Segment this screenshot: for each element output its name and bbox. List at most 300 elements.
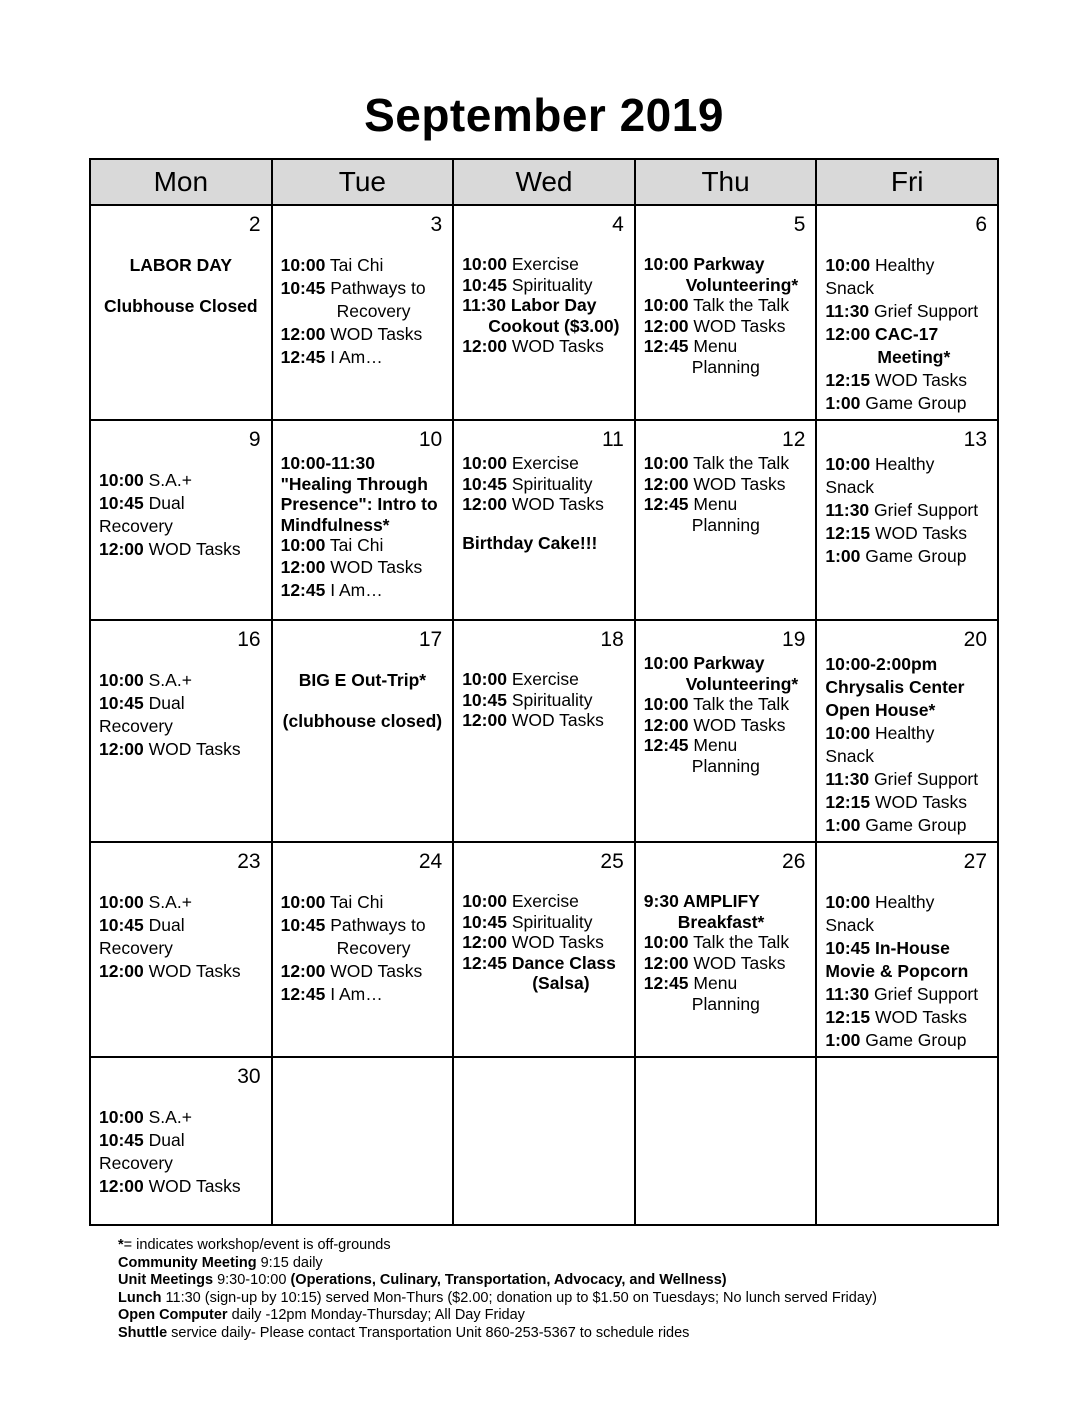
- day-number: 13: [963, 428, 987, 451]
- event-title: Breakfast*: [677, 911, 765, 932]
- day-number: 24: [418, 850, 443, 873]
- event-title: WOD Tasks: [870, 1007, 968, 1027]
- event-line: [462, 710, 626, 731]
- event-line: [644, 953, 808, 974]
- day-content: [636, 1058, 816, 1068]
- event-time: 12:45: [280, 347, 326, 367]
- calendar-day-cell: [90, 842, 272, 1057]
- event-title: Grief Support: [869, 769, 979, 789]
- calendar-week-row: [90, 842, 998, 1057]
- event-title: Talk the Talk: [688, 694, 790, 714]
- event-line: [99, 492, 263, 515]
- event-title: Spirituality: [506, 911, 593, 932]
- calendar-day-cell: [272, 1057, 454, 1225]
- page-title: September 2019: [364, 89, 724, 141]
- event-time: 11:30: [825, 500, 870, 520]
- event-line: [825, 300, 989, 323]
- event-time: 10:45: [462, 689, 507, 710]
- event-line: [99, 669, 263, 692]
- event-line: [281, 300, 445, 323]
- event-line: [825, 745, 989, 768]
- event-line: [281, 891, 445, 914]
- day-number: 12: [782, 428, 806, 451]
- event-line: [644, 357, 808, 378]
- event-line: [462, 932, 626, 953]
- day-content: [454, 421, 634, 557]
- event-line: [99, 715, 263, 738]
- event-time: 12:00: [643, 315, 689, 336]
- event-time: 12:00: [462, 932, 507, 952]
- calendar-day-cell: [90, 620, 272, 842]
- event-title: Recovery: [99, 938, 173, 958]
- event-time: 10:00: [99, 470, 144, 490]
- event-line: [825, 768, 989, 791]
- event-line: [281, 453, 445, 474]
- event-time: 12:00: [99, 961, 144, 981]
- event-title: Healthy: [870, 454, 935, 474]
- event-time: 10:45: [462, 274, 507, 295]
- event-line: [825, 254, 989, 277]
- event-title: S.A.+: [143, 1107, 192, 1127]
- event-title: In-House: [870, 938, 950, 958]
- day-content: [817, 621, 997, 841]
- event-time: 12:00: [280, 961, 326, 981]
- event-time: 12:45: [462, 952, 507, 973]
- event-line: [99, 254, 263, 277]
- note-text: 9:30-10:00: [213, 1272, 291, 1288]
- day-content: [273, 206, 453, 373]
- day-content: [91, 843, 271, 987]
- event-title: Pathways to: [325, 278, 426, 298]
- calendar-day-cell: [635, 620, 817, 842]
- event-line: [462, 953, 626, 974]
- event-title: WOD Tasks: [870, 523, 968, 543]
- event-line: [825, 522, 989, 545]
- event-line: [462, 453, 626, 474]
- calendar-day-cell: [90, 1057, 272, 1225]
- event-line: [825, 346, 989, 369]
- event-title: Snack: [825, 278, 875, 298]
- event-line: [644, 674, 808, 695]
- event-title: Spirituality: [506, 689, 593, 710]
- event-line: [462, 275, 626, 296]
- calendar-day-cell: [272, 842, 454, 1057]
- event-time: 1:00: [825, 1030, 861, 1050]
- event-line: [644, 453, 808, 474]
- event-line: [825, 653, 989, 676]
- day-number: 16: [237, 628, 261, 651]
- day-content: [91, 421, 271, 565]
- event-title: Planning: [691, 514, 760, 535]
- event-title: S.A.+: [143, 892, 192, 912]
- event-title: Planning: [691, 755, 760, 776]
- event-title: Talk the Talk: [688, 295, 790, 315]
- event-time: 12:00: [99, 739, 144, 759]
- event-title: WOD Tasks: [688, 315, 786, 336]
- event-title: Tai Chi: [325, 255, 384, 275]
- event-time: 12:00: [280, 324, 326, 344]
- legend-notes: [118, 1237, 877, 1342]
- event-title: Movie & Popcorn: [825, 961, 969, 981]
- event-title: Menu: [688, 336, 738, 356]
- event-title: Tai Chi: [325, 892, 384, 912]
- event-line: [825, 1029, 989, 1052]
- event-time: 10:00: [99, 892, 144, 912]
- event-time: 10:45: [462, 911, 507, 932]
- event-time: 12:15: [825, 1007, 871, 1027]
- day-number: 6: [975, 213, 987, 236]
- calendar-day-cell: [453, 205, 635, 420]
- event-line: [825, 814, 989, 837]
- event-title: WOD Tasks: [506, 336, 604, 356]
- event-line: [462, 533, 626, 554]
- event-title: Snack: [825, 746, 875, 766]
- note-line: [118, 1255, 877, 1273]
- day-content: [817, 421, 997, 572]
- weekday-mon: Mon: [90, 159, 272, 205]
- note-label: Community Meeting: [118, 1254, 257, 1271]
- day-number: 30: [237, 1065, 261, 1088]
- day-content: [273, 1058, 453, 1068]
- day-content: [636, 843, 816, 1018]
- event-line: [99, 891, 263, 914]
- event-title: I Am…: [325, 579, 383, 600]
- event-title: Meeting*: [877, 347, 951, 367]
- event-title: S.A.+: [143, 670, 192, 690]
- event-time: 12:45: [643, 735, 689, 755]
- note-label: Lunch: [118, 1289, 162, 1306]
- calendar-day-cell: [816, 420, 998, 620]
- event-time: 10:00: [643, 694, 689, 714]
- event-time: 10:45: [280, 915, 326, 935]
- event-line: [281, 579, 445, 602]
- event-title: Volunteering*: [685, 274, 799, 295]
- event-line: [281, 669, 445, 692]
- event-time: 10:00: [825, 892, 871, 912]
- event-title: I Am…: [325, 347, 383, 367]
- note-line: [118, 1272, 877, 1290]
- event-time: 12:00: [462, 336, 507, 356]
- event-title: Healthy: [870, 723, 935, 743]
- event-time: 10:45: [99, 493, 144, 513]
- event-time: 12:45: [280, 984, 326, 1004]
- event-time: 12:15: [825, 523, 871, 543]
- event-line: [99, 937, 263, 960]
- calendar-day-cell: [272, 205, 454, 420]
- calendar-day-cell: [635, 205, 817, 420]
- event-title: Grief Support: [869, 500, 979, 520]
- day-content: [636, 421, 816, 539]
- event-line: [825, 791, 989, 814]
- day-content: [636, 621, 816, 780]
- event-line: [825, 369, 989, 392]
- event-time: 10:00: [643, 254, 689, 274]
- event-line: [644, 254, 808, 275]
- event-line: [99, 960, 263, 983]
- event-line: [281, 346, 445, 369]
- event-line: [825, 476, 989, 499]
- event-line: [825, 453, 989, 476]
- event-title: Dual: [143, 693, 185, 713]
- event-time: 10:00: [280, 535, 326, 555]
- event-title: 10:00-11:30: [280, 453, 375, 473]
- event-line: [825, 960, 989, 983]
- event-title: WOD Tasks: [325, 324, 423, 344]
- note-label: Open Computer: [118, 1307, 228, 1323]
- event-line: [99, 738, 263, 761]
- event-time: 10:45: [825, 938, 871, 958]
- event-title: CAC-17: [870, 324, 939, 344]
- event-title: Recovery: [99, 716, 173, 736]
- event-line: [825, 891, 989, 914]
- event-line: [825, 699, 989, 722]
- event-title: Clubhouse Closed: [103, 296, 258, 316]
- event-line: [825, 722, 989, 745]
- event-time: 12:00: [99, 1176, 144, 1196]
- event-title: WOD Tasks: [688, 714, 786, 735]
- event-line: [644, 474, 808, 495]
- calendar-day-cell: [453, 842, 635, 1057]
- event-time: 12:15: [825, 370, 871, 390]
- event-title: Menu: [688, 973, 738, 993]
- note-tail: (Operations, Culinary, Transportation, Advocacy, and Wellness): [290, 1272, 727, 1288]
- calendar-week-row: [90, 205, 998, 420]
- calendar-day-cell: [635, 842, 817, 1057]
- event-line: [281, 556, 445, 579]
- event-time: 12:00: [462, 710, 507, 730]
- event-title: WOD Tasks: [143, 539, 241, 559]
- event-line: [644, 494, 808, 515]
- event-title: Menu: [688, 494, 738, 514]
- calendar-grid: [89, 158, 999, 1226]
- day-number: 26: [782, 850, 806, 873]
- day-number: 11: [601, 428, 624, 451]
- event-line: [644, 316, 808, 337]
- event-title: Recovery: [336, 301, 411, 321]
- event-title: Recovery: [99, 1153, 173, 1173]
- event-title: Exercise: [506, 453, 579, 473]
- day-number: 17: [418, 628, 443, 651]
- event-time: 10:00: [462, 254, 507, 274]
- event-time: 10:00: [99, 670, 144, 690]
- event-time: 10:00: [462, 669, 507, 689]
- event-line: [99, 1129, 263, 1152]
- event-line: [99, 538, 263, 561]
- event-title: Healthy: [870, 892, 935, 912]
- event-title: (Salsa): [532, 973, 590, 993]
- event-time: 11:30: [825, 769, 870, 789]
- event-line: [825, 323, 989, 346]
- event-line: [644, 715, 808, 736]
- day-number: 19: [782, 628, 806, 651]
- day-number: 4: [612, 213, 624, 236]
- event-line: [281, 254, 445, 277]
- event-title: BIG E Out-Trip*: [298, 670, 427, 690]
- note-line: [118, 1237, 877, 1255]
- note-line: [118, 1290, 877, 1308]
- day-content: [817, 1058, 997, 1068]
- weekday-header-row: [90, 159, 998, 205]
- event-time: 10:00: [462, 891, 507, 911]
- event-time: 10:00: [462, 453, 507, 473]
- calendar-day-cell: [635, 1057, 817, 1225]
- event-title: Game Group: [860, 815, 967, 835]
- calendar-day-cell: [272, 420, 454, 620]
- note-line: [118, 1307, 877, 1325]
- event-time: 10:00: [643, 653, 689, 673]
- event-line: [825, 1006, 989, 1029]
- event-line: [825, 545, 989, 568]
- event-time: 12:45: [280, 579, 326, 600]
- event-title: Spirituality: [506, 274, 593, 295]
- event-line: [281, 515, 445, 536]
- calendar-day-cell: [816, 842, 998, 1057]
- event-line: [644, 994, 808, 1015]
- event-line: [644, 515, 808, 536]
- day-content: [273, 843, 453, 1010]
- event-title: Exercise: [506, 254, 579, 274]
- event-title: WOD Tasks: [688, 952, 786, 973]
- event-title: WOD Tasks: [143, 1176, 241, 1196]
- event-line: [825, 937, 989, 960]
- calendar-day-cell: [816, 205, 998, 420]
- event-title: Grief Support: [869, 984, 979, 1004]
- event-title: Dance Class: [506, 952, 616, 973]
- event-line: [644, 694, 808, 715]
- event-line: [644, 275, 808, 296]
- calendar-day-cell: [635, 420, 817, 620]
- event-line: [644, 973, 808, 994]
- event-line: [644, 891, 808, 912]
- event-title: Exercise: [506, 891, 579, 911]
- event-line: [281, 960, 445, 983]
- event-line: [99, 914, 263, 937]
- note-line: [118, 1325, 877, 1343]
- event-line: [99, 469, 263, 492]
- day-content: [454, 621, 634, 735]
- event-line: [281, 983, 445, 1006]
- event-line: [644, 932, 808, 953]
- event-time: 12:00: [825, 324, 871, 344]
- event-title: WOD Tasks: [870, 370, 968, 390]
- weekday-tue: Tue: [272, 159, 454, 205]
- event-title: Cookout ($3.00): [488, 315, 620, 336]
- event-line: [462, 494, 626, 515]
- day-number: 2: [248, 213, 261, 236]
- event-line: [825, 499, 989, 522]
- event-title: 10:00-2:00pm: [825, 654, 938, 674]
- day-number: 25: [600, 850, 624, 873]
- event-time: 10:45: [99, 693, 144, 713]
- event-title: Recovery: [336, 938, 411, 958]
- event-title: Snack: [825, 915, 875, 935]
- event-title: Spirituality: [506, 473, 593, 494]
- day-number: 10: [418, 428, 443, 451]
- event-title: Tai Chi: [325, 535, 384, 555]
- event-line: [281, 474, 445, 495]
- event-time: 10:00: [825, 454, 871, 474]
- event-title: Pathways to: [325, 915, 426, 935]
- event-line: [462, 316, 626, 337]
- note-text: 11:30 (sign-up by 10:15) served Mon-Thurs ($2.00; donation up to $1.50 on Tuesdays; No lunch served Friday): [161, 1289, 877, 1306]
- event-title: Birthday Cake!!!: [462, 532, 598, 553]
- event-time: 10:00: [280, 255, 326, 275]
- event-title: Mindfulness*: [280, 514, 390, 535]
- event-title: Labor Day: [505, 295, 597, 315]
- event-title: Presence": Intro to: [280, 494, 438, 514]
- event-time: 12:00: [462, 494, 507, 514]
- note-text: daily -12pm Monday-Thursday; All Day Friday: [227, 1307, 525, 1323]
- event-title: LABOR DAY: [129, 255, 232, 275]
- event-line: [99, 692, 263, 715]
- event-title: WOD Tasks: [688, 473, 786, 494]
- calendar-body: [90, 205, 998, 1225]
- event-title: I Am…: [325, 984, 383, 1004]
- event-time: 11:30: [462, 295, 506, 315]
- event-title: Healthy: [870, 255, 935, 275]
- day-content: [273, 421, 453, 606]
- day-number: 27: [963, 850, 987, 873]
- event-title: Exercise: [506, 669, 579, 689]
- note-label: Unit Meetings: [118, 1272, 214, 1288]
- day-content: [91, 206, 271, 322]
- event-line: [462, 254, 626, 275]
- event-title: Parkway: [688, 254, 765, 274]
- calendar-day-cell: [272, 620, 454, 842]
- event-time: 12:00: [280, 556, 326, 577]
- day-number: 18: [600, 628, 624, 651]
- event-time: 10:00: [825, 255, 871, 275]
- day-content: [91, 621, 271, 765]
- event-line: [825, 277, 989, 300]
- event-line: [644, 756, 808, 777]
- event-line: [825, 676, 989, 699]
- event-time: 1:00: [825, 815, 861, 835]
- event-time: 10:45: [462, 473, 507, 494]
- event-title: Menu: [688, 735, 738, 755]
- weekday-fri: Fri: [816, 159, 998, 205]
- event-line: [644, 912, 808, 933]
- calendar-day-cell: [816, 620, 998, 842]
- event-line: [281, 914, 445, 937]
- event-title: S.A.+: [143, 470, 192, 490]
- note-text: service daily- Please contact Transportation Unit 860-253-5367 to schedule rides: [167, 1324, 690, 1341]
- calendar-day-cell: [453, 420, 635, 620]
- day-number: 3: [430, 213, 443, 236]
- event-line: [462, 690, 626, 711]
- event-line: [281, 323, 445, 346]
- event-time: 12:45: [643, 973, 689, 993]
- event-title: WOD Tasks: [325, 961, 423, 981]
- event-line: [281, 937, 445, 960]
- event-time: 12:15: [825, 792, 871, 812]
- event-line: [462, 891, 626, 912]
- calendar-day-cell: [453, 1057, 635, 1225]
- event-title: (clubhouse closed): [282, 711, 443, 731]
- event-title: Parkway: [688, 653, 765, 673]
- event-line: [462, 973, 626, 994]
- event-title: Game Group: [860, 546, 967, 566]
- day-content: [817, 206, 997, 419]
- event-line: [281, 710, 445, 733]
- event-time: 10:00: [99, 1107, 144, 1127]
- day-content: [454, 1058, 634, 1068]
- event-time: 11:30: [825, 301, 870, 321]
- event-line: [644, 336, 808, 357]
- day-content: [273, 621, 453, 737]
- day-content: [817, 843, 997, 1056]
- event-title: Chrysalis Center: [825, 677, 965, 697]
